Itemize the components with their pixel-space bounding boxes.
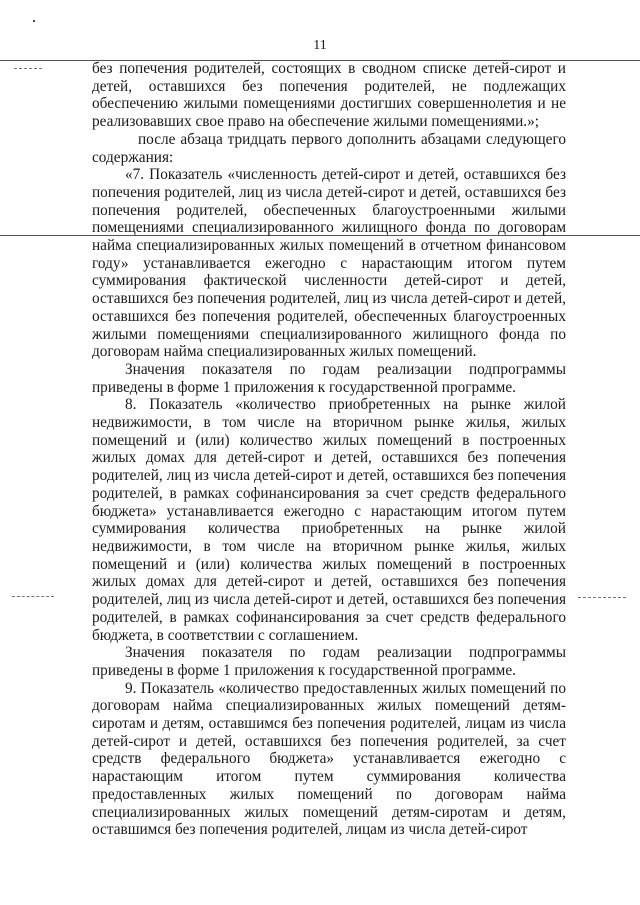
document-body: [92, 60, 566, 839]
paragraph-continuation: без попечения родителей, состоящих в сводном списке детей-сирот и детей, оставшихся без попечения родителей, не подлежащих обеспечению жилыми помещениями достигших совершеннолетия и не реализовавших свое право на обеспечение жилыми помещениями.»;: [92, 60, 566, 131]
paragraph-indicator-8: 8. Показатель «количество приобретенных на рынке жилой недвижимости, в том числе на вторичном рынке жилья, жилых помещений и (или) количество жилых помещений в построенных жилых домах для детей-сирот и детей, оставшихся без попечения родителей, лиц из числа детей-сирот и детей, оставшихся без попечения родителей, в рамках софинансирования за счет средств федерального бюджета» устанавливается ежегодно с нарастающим итогом путем суммирования количества приобретенных на рынке жилой недвижимости, в том числе на вторичном рынке жилья, жилых помещений и (или) количества жилых помещений в построенных жилых домах для детей-сирот и детей, оставшихся без попечения родителей, лиц из числа детей-сирот и детей, оставшихся без попечения родителей, в рамках софинансирования за счет средств федерального бюджета, в соответствии с соглашением.: [92, 396, 566, 644]
scan-dash-lower-right: [578, 597, 626, 599]
scan-dash-left: [14, 68, 42, 70]
paragraph-indicator-9: 9. Показатель «количество предоставленных жилых помещений по договорам найма специализированных жилых помещений детям-сиротам и детям, оставшимся без попечения родителей, лицам из числа детей-сирот и детей, оставшихся без попечения родителей, за счет средств федерального бюджета» устанавливается ежегодно с нарастающим итогом путем суммирования количества предоставленных жилых помещений по договорам найма специализированных жилых помещений детям-сиротам и детям, оставшимся без попечения родителей, лицам из числа детей-сирот: [92, 679, 566, 839]
page-number: 11: [313, 38, 327, 53]
paragraph-indicator-7-values: Значения показателя по годам реализации подпрограммы приведены в форме 1 приложения к государственной программе.: [92, 360, 566, 396]
paragraph-indicator-8-values: Значения показателя по годам реализации подпрограммы приведены в форме 1 приложения к государственной программе.: [92, 644, 566, 679]
paragraph-indicator-7: «7. Показатель «численность детей-сирот и детей, оставшихся без попечения родителей, лиц из числа детей-сирот и детей, оставшихся без попечения родителей, обеспеченных благоустроенными жилыми помещениями специализированного жилищного фонда по договорам найма специализированных жилых помещений в отчетном финансовом году» устанавливается ежегодно с нарастающим итогом путем суммирования фактической численности детей-сирот и детей, оставшихся без попечения родителей, лиц из числа детей-сирот и детей, оставшихся без попечения родителей, обеспеченных благоустроенных жилыми помещениями специализированного жилищного фонда по договорам найма специализированных жилых помещений.: [92, 166, 566, 361]
scan-dash-lower-left: [12, 596, 54, 598]
scan-speck: [33, 20, 35, 22]
paragraph-amendment-instruction: после абзаца тридцать первого дополнить абзацами следующего содержания:: [92, 130, 566, 166]
